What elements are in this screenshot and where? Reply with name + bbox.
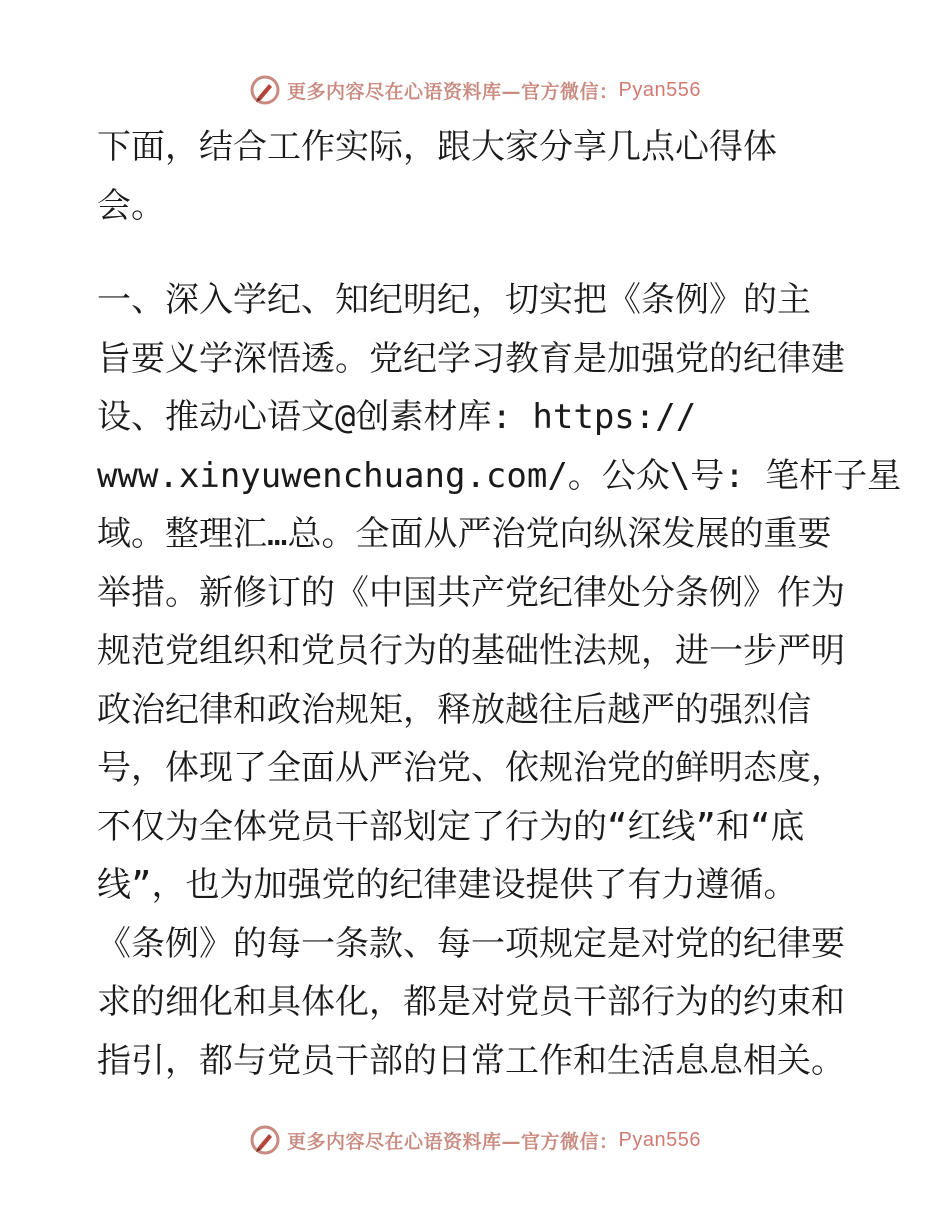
pen-logo-icon (249, 74, 281, 106)
document-body (97, 118, 902, 1090)
text-line: 举措。新修订的《中国共产党纪律处分条例》作为 (97, 572, 845, 613)
text-line: 旨要义学深悟透。党纪学习教育是加强党的纪律建 (97, 338, 845, 379)
text-line: 求的细化和具体化，都是对党员干部行为的约束和 (97, 982, 845, 1022)
text-line: 《条例》的每一条款、每一项规定是对党的纪律要 (97, 923, 845, 964)
text-line: 不仅为全体党员干部划定了行为的“红线”和“底 (97, 806, 805, 847)
text-line: 政治纪律和政治规矩，释放越往后越严的强烈信 (97, 689, 811, 730)
text-line: 域。整理汇…总。全面从严治党向纵深发展的重要 (97, 514, 832, 554)
text-line: 下面，结合工作实际，跟大家分享几点心得体 (97, 127, 777, 167)
text-line: 设、推动心语文@创素材库: https:// (97, 397, 697, 437)
text-line: 会。 (97, 185, 165, 226)
text-line: 指引，都与党员干部的日常工作和生活息息相关。 (97, 1040, 845, 1081)
paragraph-section-one (97, 271, 902, 1090)
footer-watermark (0, 1120, 950, 1160)
text-line: 一、深入学纪、知纪明纪，切实把《条例》的主 (97, 280, 811, 320)
text-line: 号，体现了全面从严治党、依规治党的鲜明态度， (97, 748, 845, 788)
text-line: 规范党组织和党员行为的基础性法规，进一步严明 (97, 631, 845, 671)
paragraph-intro (97, 118, 857, 235)
watermark-text: 更多内容尽在心语资料库—官方微信： (287, 80, 619, 103)
watermark-text: 更多内容尽在心语资料库—官方微信： (287, 1130, 619, 1153)
text-line: 线”，也为加强党的纪律建设提供了有力遵循。 (97, 865, 798, 905)
watermark-wechat-id: Pyan556 (618, 1128, 701, 1151)
pen-logo-icon (249, 1124, 281, 1156)
text-line: www.xinyuwenchuang.com/。公众\号: 笔杆子星 (97, 455, 902, 496)
header-watermark (0, 70, 950, 110)
watermark-wechat-id: Pyan556 (618, 78, 701, 101)
